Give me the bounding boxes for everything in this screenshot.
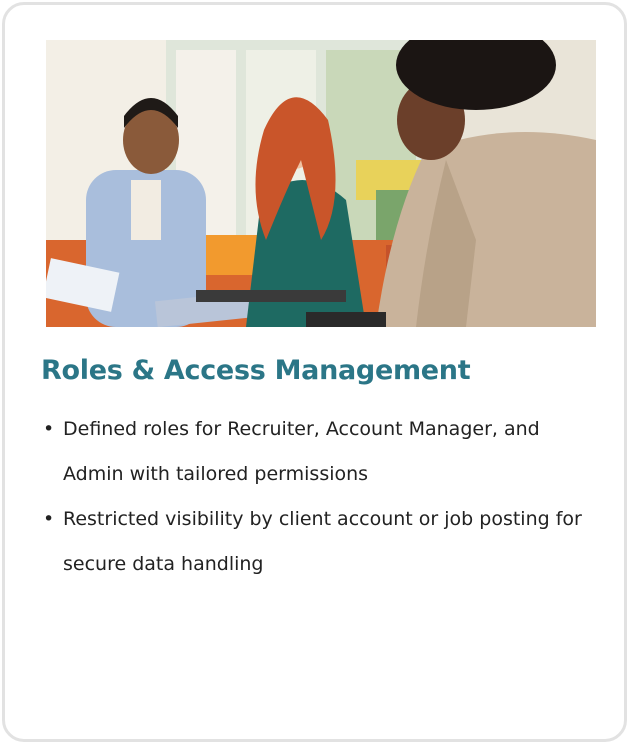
team-meeting-photo <box>46 40 596 327</box>
card-title: Roles & Access Management <box>41 355 471 386</box>
bullet-icon: • <box>43 508 55 530</box>
bullet-icon: • <box>43 418 55 440</box>
feature-item <box>43 497 603 587</box>
team-meeting-illustration <box>46 40 596 327</box>
feature-text: Defined roles for Recruiter, Account Manager, and Admin with tailored permissions <box>63 418 540 485</box>
feature-list <box>43 407 603 587</box>
feature-item <box>43 407 603 497</box>
feature-text: Restricted visibility by client account or job posting for secure data handling <box>63 508 582 575</box>
feature-card <box>2 2 627 742</box>
